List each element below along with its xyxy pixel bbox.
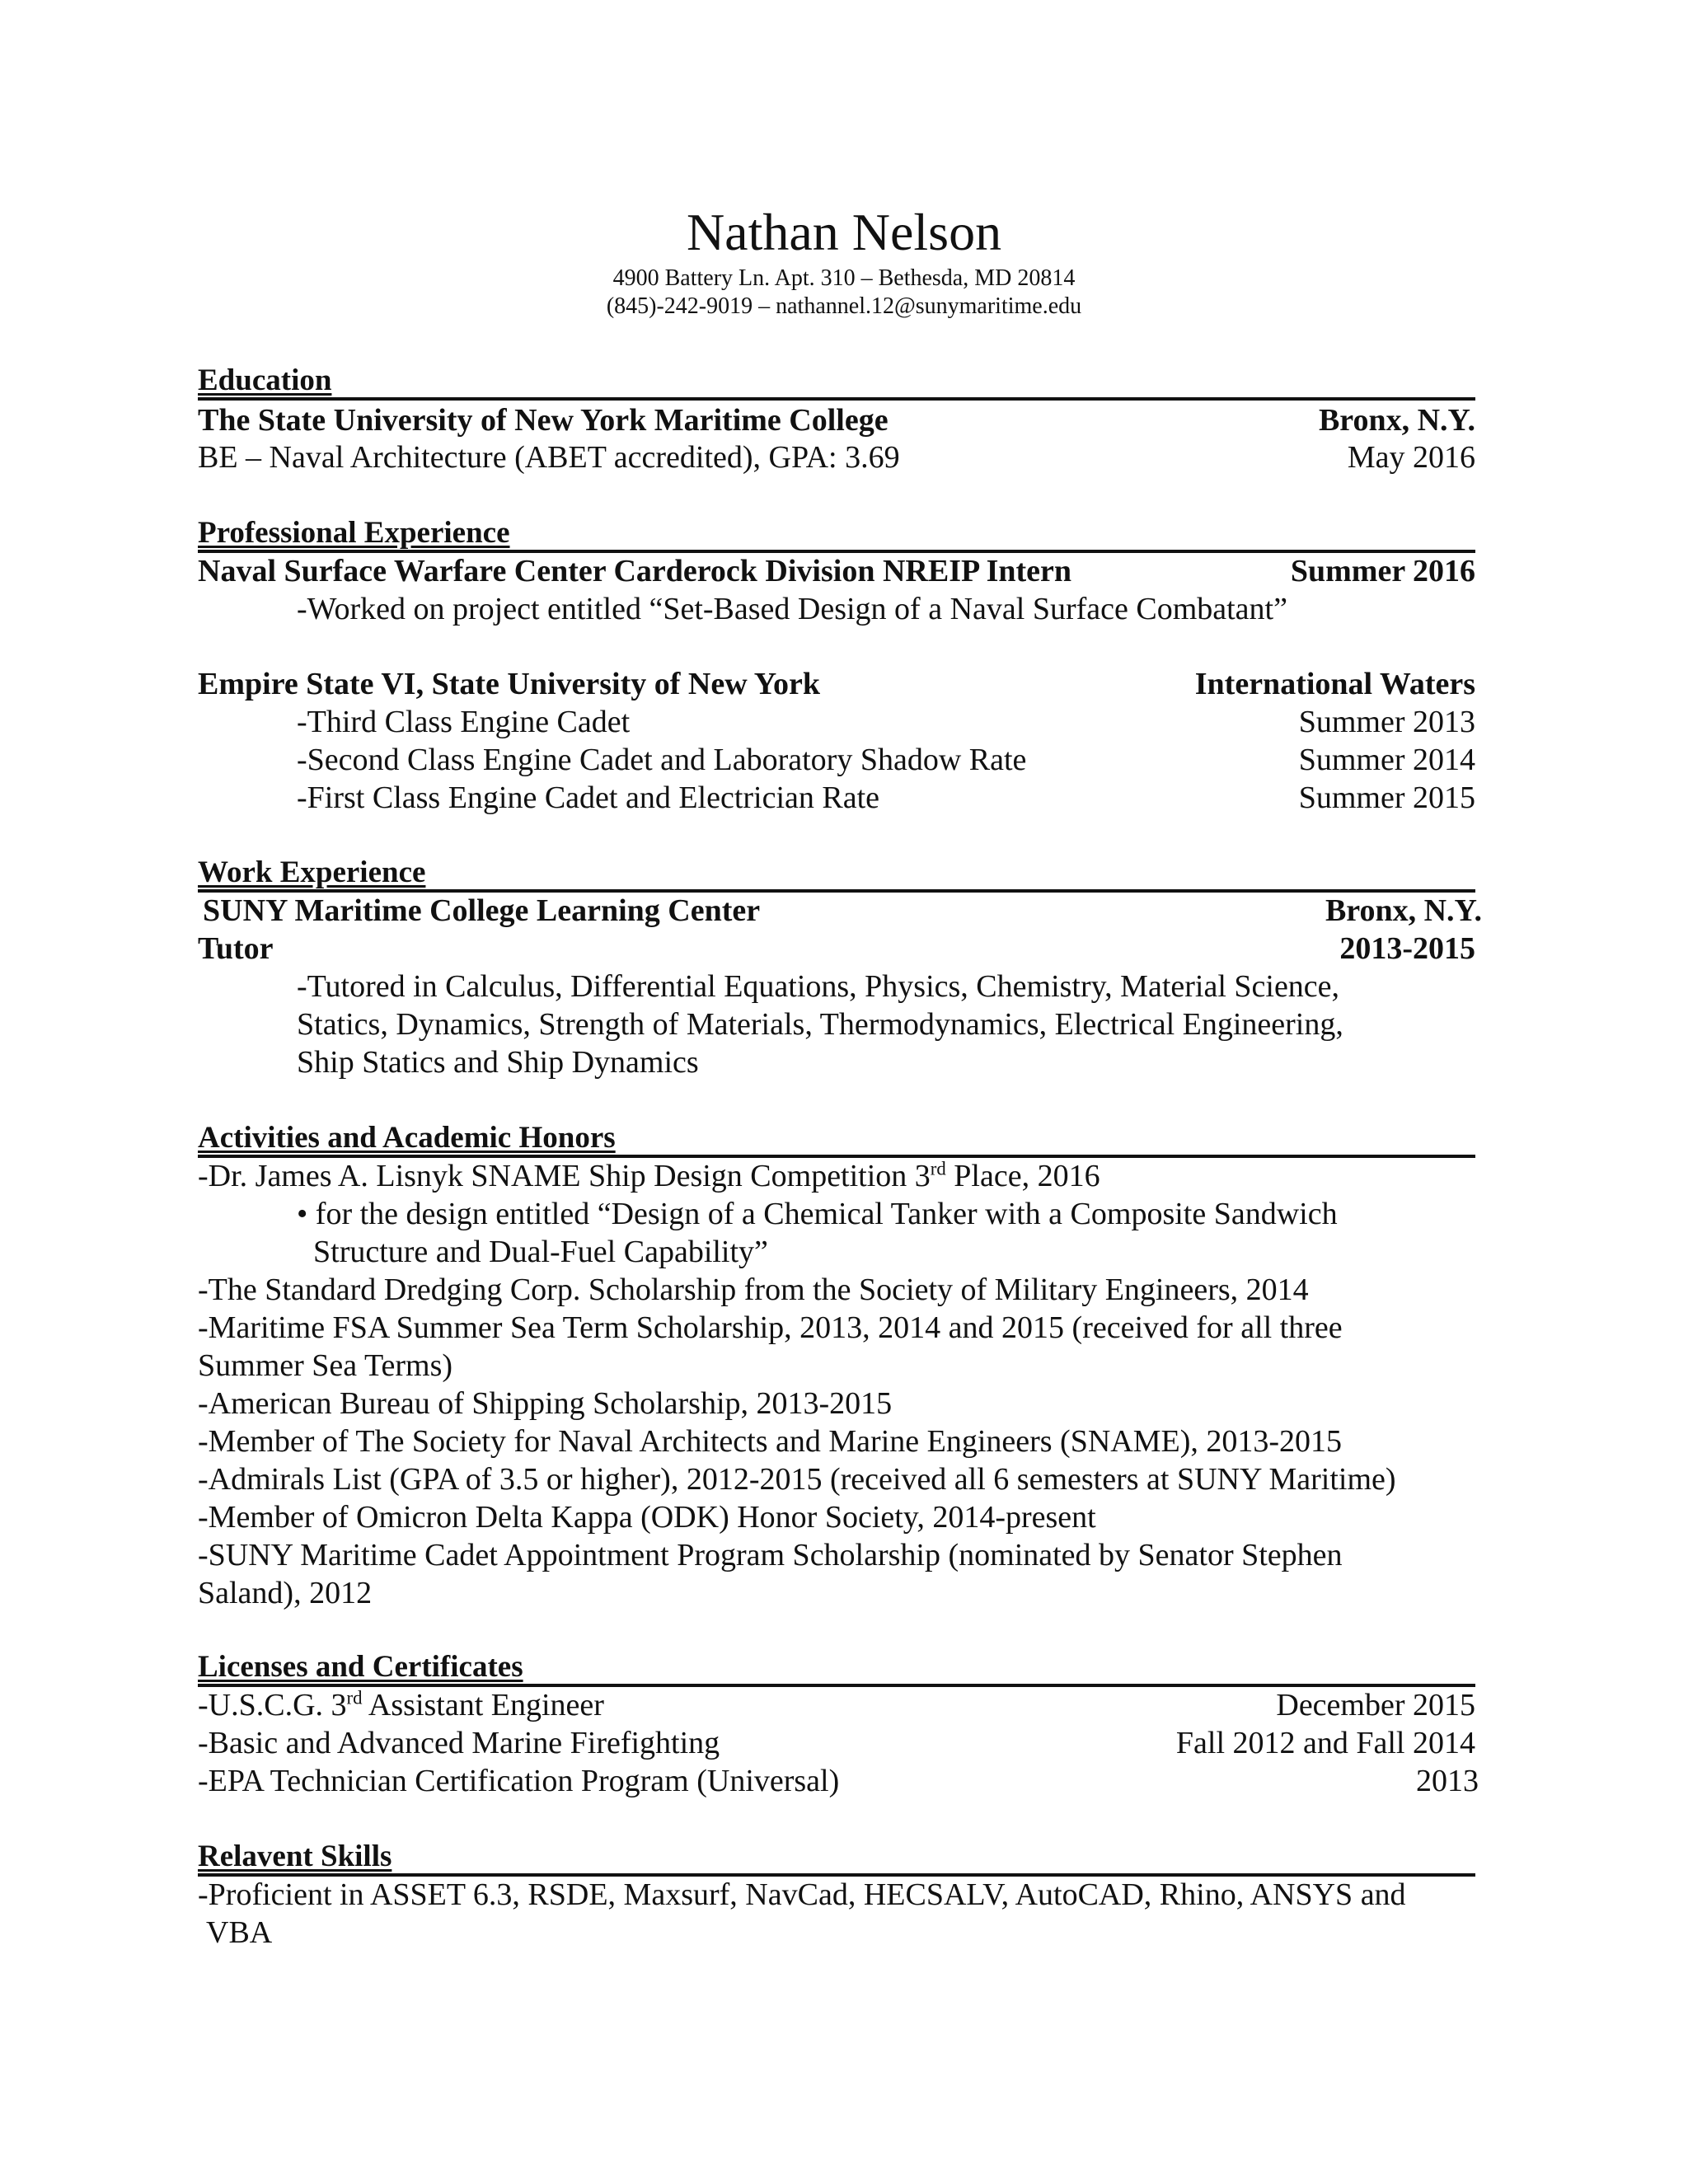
ordinal-suffix: rd <box>930 1158 946 1179</box>
license-name <box>198 1688 604 1722</box>
contact-line: (845)-242-9019 – nathannel.12@sunymaritime.edu <box>606 293 1082 319</box>
education-rule <box>198 397 1475 401</box>
activity-item: -American Bureau of Shipping Scholarship, 2013-2015 <box>198 1386 893 1421</box>
education-location: Bronx, N.Y. <box>1318 403 1475 438</box>
licenses-heading: Licenses and Certificates <box>198 1650 523 1684</box>
license-date: 2013 <box>1416 1764 1479 1798</box>
activity-item: -The Standard Dredging Corp. Scholarship from the Society of Military Engineers, 2014 <box>198 1272 1309 1307</box>
work-location: Bronx, N.Y. <box>1325 893 1482 928</box>
work-detail-line: -Tutored in Calculus, Differential Equations, Physics, Chemistry, Material Science, <box>297 969 1340 1004</box>
education-degree-row <box>198 439 1475 476</box>
activity-item <box>198 1158 1475 1194</box>
job1-date: Summer 2016 <box>1290 554 1475 588</box>
activity-item-text: -Dr. James A. Lisnyk SNAME Ship Design Competition 3 <box>198 1159 931 1193</box>
license-name-text: -U.S.C.G. 3 <box>198 1688 347 1722</box>
job2-location: International Waters <box>1194 667 1475 701</box>
license-date: December 2015 <box>1276 1688 1475 1722</box>
ordinal-suffix: rd <box>346 1687 363 1708</box>
job2-role-date: Summer 2014 <box>1298 743 1475 777</box>
education-school: The State University of New York Maritime College <box>198 403 889 438</box>
job2-role: -Third Class Engine Cadet <box>297 705 631 739</box>
education-school-row <box>198 402 1475 438</box>
skills-line: -Proficient in ASSET 6.3, RSDE, Maxsurf, NavCad, HECSALV, AutoCAD, Rhino, ANSYS and <box>198 1877 1406 1912</box>
skills-heading: Relavent Skills <box>198 1840 392 1873</box>
license-name-text: Assistant Engineer <box>362 1688 604 1722</box>
professional-job1-row <box>198 553 1475 589</box>
professional-heading: Professional Experience <box>198 516 510 550</box>
activity-item: -Maritime FSA Summer Sea Term Scholarship, 2013, 2014 and 2015 (received for all three <box>198 1310 1343 1345</box>
license-name: -EPA Technician Certification Program (Universal) <box>198 1764 840 1798</box>
work-detail-line: Ship Statics and Ship Dynamics <box>297 1045 699 1080</box>
job2-role-date: Summer 2013 <box>1298 705 1475 739</box>
activity-item: -Member of Omicron Delta Kappa (ODK) Honor Society, 2014-present <box>198 1500 1096 1535</box>
work-heading: Work Experience <box>198 855 426 889</box>
activity-item: -Admirals List (GPA of 3.5 or higher), 2012-2015 (received all 6 semesters at SUNY Maritime) <box>198 1462 1396 1497</box>
activity-item-text: Place, 2016 <box>945 1159 1100 1193</box>
job2-role: -First Class Engine Cadet and Electrician Rate <box>297 780 880 815</box>
education-degree: BE – Naval Architecture (ABET accredited), GPA: 3.69 <box>198 440 900 475</box>
work-role-row <box>198 930 1475 967</box>
license-row <box>198 1763 1479 1799</box>
job1-detail: -Worked on project entitled “Set-Based Design of a Naval Surface Combatant” <box>297 592 1287 626</box>
activity-bullet-continued: Structure and Dual-Fuel Capability” <box>313 1235 768 1269</box>
job2-title: Empire State VI, State University of New York <box>198 667 820 701</box>
license-row <box>198 1687 1475 1723</box>
license-date: Fall 2012 and Fall 2014 <box>1175 1726 1475 1760</box>
job2-role: -Second Class Engine Cadet and Laboratory Shadow Rate <box>297 743 1027 777</box>
license-name: -Basic and Advanced Marine Firefighting <box>198 1726 720 1760</box>
professional-job2-row <box>198 666 1475 702</box>
skills-line: VBA <box>206 1915 273 1950</box>
applicant-name: Nathan Nelson <box>686 203 1002 261</box>
work-dates: 2013-2015 <box>1339 931 1475 966</box>
job1-title: Naval Surface Warfare Center Carderock Division NREIP Intern <box>198 554 1072 588</box>
activity-bullet: • for the design entitled “Design of a Chemical Tanker with a Composite Sandwich <box>297 1197 1338 1231</box>
activity-item: -SUNY Maritime Cadet Appointment Program Scholarship (nominated by Senator Stephen <box>198 1538 1343 1572</box>
education-date: May 2016 <box>1347 440 1475 475</box>
work-role: Tutor <box>198 931 274 966</box>
license-row <box>198 1725 1475 1761</box>
activity-item: -Member of The Society for Naval Architects and Marine Engineers (SNAME), 2013-2015 <box>198 1424 1343 1459</box>
activity-item: Summer Sea Terms) <box>198 1348 453 1383</box>
education-heading: Education <box>198 363 332 397</box>
address-line: 4900 Battery Ln. Apt. 310 – Bethesda, MD 20814 <box>612 265 1076 291</box>
activities-heading: Activities and Academic Honors <box>198 1121 616 1155</box>
activity-item: Saland), 2012 <box>198 1576 373 1610</box>
job2-role-date: Summer 2015 <box>1298 780 1475 815</box>
work-org: SUNY Maritime College Learning Center <box>203 893 761 928</box>
work-detail-line: Statics, Dynamics, Strength of Materials, Thermodynamics, Electrical Engineering, <box>297 1007 1343 1042</box>
